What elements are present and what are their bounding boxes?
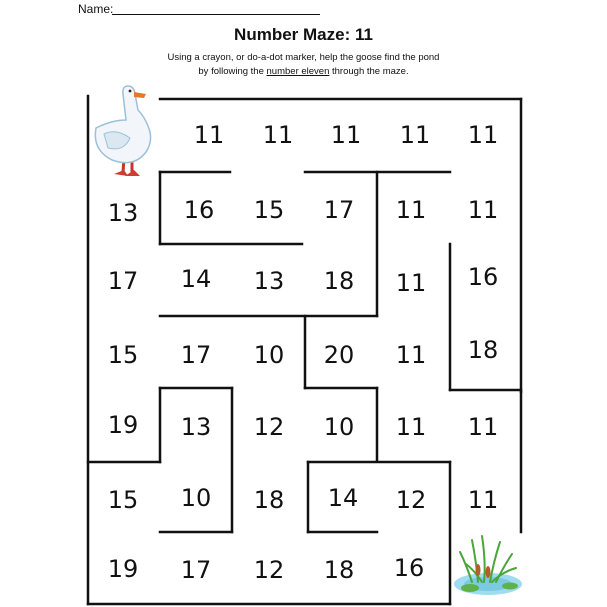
maze-cell[interactable]: 11 [193, 121, 225, 149]
maze-cell[interactable]: 16 [183, 196, 215, 224]
maze-cell[interactable]: 18 [253, 486, 285, 514]
maze-cell[interactable]: 10 [323, 413, 355, 441]
maze-cell[interactable]: 11 [399, 121, 431, 149]
maze-cell[interactable]: 19 [107, 411, 139, 439]
maze-cell[interactable]: 11 [467, 121, 499, 149]
maze-cell[interactable]: 13 [180, 413, 212, 441]
maze-cell[interactable]: 11 [395, 196, 427, 224]
instructions-post: through the maze. [329, 66, 409, 77]
maze-cell[interactable]: 15 [107, 486, 139, 514]
maze-cell[interactable]: 19 [107, 555, 139, 583]
maze-cell[interactable]: 11 [467, 486, 499, 514]
maze-cell[interactable]: 15 [107, 341, 139, 369]
maze-cell[interactable]: 12 [253, 413, 285, 441]
name-label: Name: [78, 2, 114, 16]
maze-cell[interactable]: 10 [253, 341, 285, 369]
instructions-number-eleven: number eleven [266, 66, 330, 77]
pond-icon [452, 530, 524, 600]
maze-cell[interactable]: 17 [180, 341, 212, 369]
maze-cell[interactable]: 20 [323, 341, 355, 369]
maze-cell[interactable]: 13 [253, 267, 285, 295]
maze-cell[interactable]: 17 [323, 196, 355, 224]
maze-cell[interactable]: 11 [467, 196, 499, 224]
maze-cell[interactable]: 15 [253, 196, 285, 224]
maze-cell[interactable]: 13 [107, 199, 139, 227]
maze-cell[interactable]: 12 [395, 486, 427, 514]
maze-cell[interactable]: 11 [395, 269, 427, 297]
maze-cell[interactable]: 16 [467, 263, 499, 291]
maze-cell[interactable]: 16 [393, 554, 425, 582]
maze-cell[interactable]: 17 [180, 556, 212, 584]
instructions-pre: by following the [198, 66, 267, 77]
maze-cell[interactable]: 17 [107, 267, 139, 295]
page-title: Number Maze: 11 [234, 25, 373, 44]
maze-cell[interactable]: 11 [262, 121, 294, 149]
goose-icon [90, 80, 160, 185]
maze-cell[interactable]: 11 [395, 413, 427, 441]
maze-cell[interactable]: 11 [467, 413, 499, 441]
maze-cell[interactable]: 18 [467, 336, 499, 364]
maze-cell[interactable]: 14 [327, 484, 359, 512]
instructions-line-1: Using a crayon, or do-a-dot marker, help the goose find the pond [167, 52, 440, 63]
maze-cell[interactable]: 18 [323, 267, 355, 295]
maze-cell[interactable]: 14 [180, 265, 212, 293]
maze-cell[interactable]: 12 [253, 556, 285, 584]
maze-cell[interactable]: 18 [323, 556, 355, 584]
maze-cell[interactable]: 11 [330, 121, 362, 149]
maze-cell[interactable]: 10 [180, 484, 212, 512]
maze-cell[interactable]: 11 [395, 341, 427, 369]
